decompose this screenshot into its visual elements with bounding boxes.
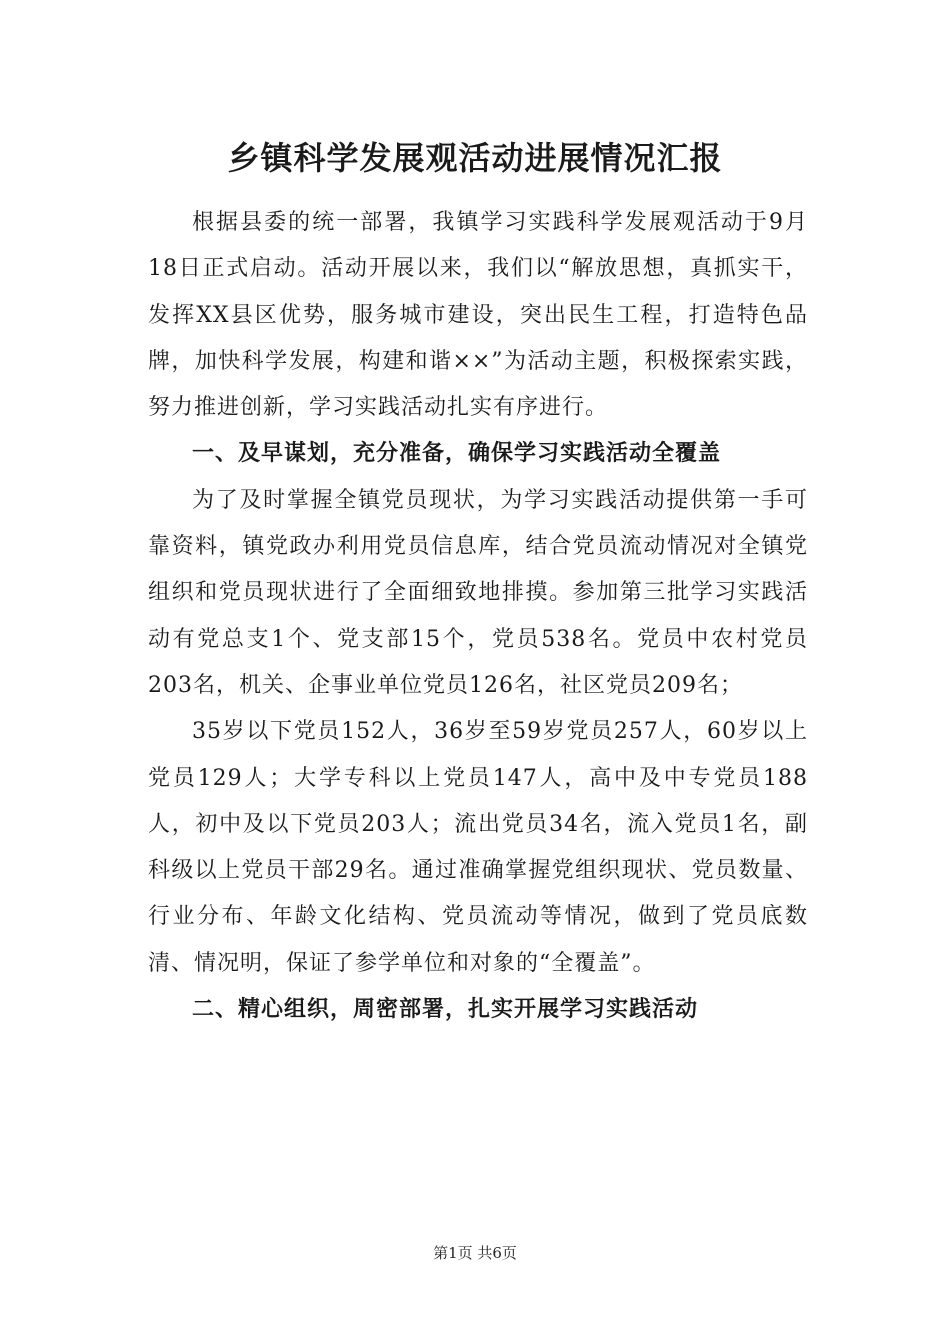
document-title: 乡镇科学发展观活动进展情况汇报 (227, 139, 723, 177)
paragraph-party-statistics: 35岁以下党员152人，36岁至59岁党员257人，60岁以上党员129人；大学专科以上党员147人，高中及中专党员188人，初中及以下党员203人；流出党员34名，流入党员1名，副科级以上党员干部29名。通过准确掌握党组织现状、党员数量、行业分布、年龄文化结构、党员流动等情况，做到了党员底数清、情况明，保证了参学单位和对象的“全覆盖”。 (148, 719, 808, 976)
section-heading-2: 二、精心组织，周密部署，扎实开展学习实践活动 (192, 997, 699, 1023)
paragraph-party-status: 为了及时掌握全镇党员现状，为学习实践活动提供第一手可靠资料，镇党政办利用党员信息库，结合党员流动情况对全镇党组织和党员现状进行了全面细致地排摸。参加第三批学习实践活动有党总支1个、党支部15个，党员538名。党员中农村党员203名，机关、企事业单位党员126名，社区党员209名； (148, 487, 808, 698)
document-body (148, 200, 808, 1033)
section-heading-1: 一、及早谋划，充分准备，确保学习实践活动全覆盖 (192, 441, 722, 467)
paragraph-intro: 根据县委的统一部署，我镇学习实践科学发展观活动于9月18日正式启动。活动开展以来，我们以“解放思想，真抓实干，发挥XX县区优势，服务城市建设，突出民生工程，打造特色品牌，加快科学发展，构建和谐××”为活动主题，积极探索实践，努力推进创新，学习实践活动扎实有序进行。 (148, 210, 808, 421)
page-number-footer: 第1页 共6页 (433, 1244, 517, 1262)
